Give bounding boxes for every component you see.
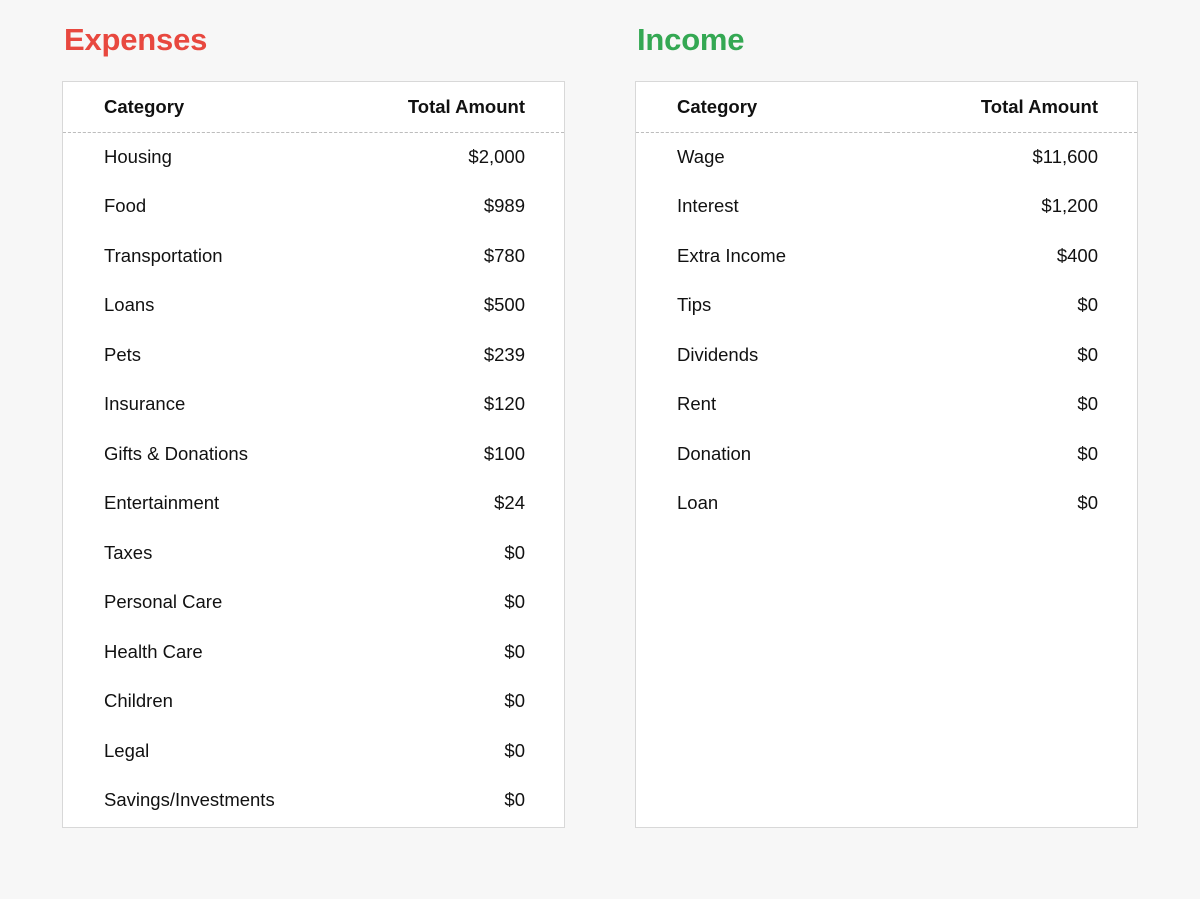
cell-category: Loan: [677, 492, 719, 514]
cell-category: Wage: [677, 146, 725, 167]
table-row: [63, 182, 564, 232]
panel-income: [635, 22, 1138, 828]
cell-amount: $0: [504, 640, 525, 662]
table-header-row: [63, 82, 564, 132]
table-row: [63, 281, 564, 331]
table-row: [63, 479, 564, 529]
cell-category: Dividends: [677, 343, 759, 365]
table-row: [63, 429, 564, 479]
cell-amount: $1,200: [1041, 195, 1098, 217]
table-row: [63, 578, 564, 628]
cell-category: Insurance: [104, 393, 186, 415]
table-row: [63, 627, 564, 677]
cell-category: Pets: [104, 343, 142, 365]
cell-category: Extra Income: [677, 244, 786, 266]
column-header-category: Category: [63, 82, 314, 132]
cell-category: Taxes: [104, 541, 153, 563]
cell-amount: $0: [1077, 492, 1098, 514]
cell-category: Interest: [677, 195, 739, 217]
table-row: [63, 528, 564, 578]
cell-category: Rent: [677, 393, 717, 415]
page-title-expenses: Expenses: [64, 22, 208, 57]
table-row: [63, 677, 564, 727]
cell-category: Loans: [104, 294, 155, 316]
table-header-row: [636, 82, 1137, 132]
table-row: [63, 776, 564, 826]
cell-amount: $500: [483, 294, 525, 316]
cell-category: Gifts & Donations: [104, 442, 248, 464]
income-table: [636, 82, 1137, 528]
cell-category: Entertainment: [104, 492, 220, 514]
cell-amount: $400: [1056, 244, 1098, 266]
table-row: [636, 330, 1137, 380]
cell-amount: $780: [483, 244, 525, 266]
cell-amount: $0: [1077, 442, 1098, 464]
cell-amount: $24: [494, 492, 525, 514]
cell-amount: $120: [483, 393, 525, 415]
table-row: [63, 330, 564, 380]
table-row: [636, 132, 1137, 182]
cell-amount: $0: [504, 541, 525, 563]
table-row: [63, 132, 564, 182]
cell-category: Health Care: [104, 640, 203, 662]
table-row: [63, 726, 564, 776]
cell-amount: $0: [504, 789, 525, 811]
income-card: [635, 81, 1138, 828]
cell-amount: $0: [1077, 393, 1098, 415]
table-row: [636, 429, 1137, 479]
panel-expenses: [62, 22, 565, 828]
table-row: [636, 479, 1137, 529]
cell-amount: $0: [504, 690, 525, 712]
cell-amount: $2,000: [468, 146, 525, 167]
cell-amount: $989: [483, 195, 525, 217]
page-title-income: Income: [637, 22, 745, 57]
column-header-total-amount: Total Amount: [314, 82, 565, 132]
cell-amount: $11,600: [1032, 146, 1098, 167]
column-header-total-amount: Total Amount: [887, 82, 1138, 132]
cell-amount: $100: [483, 442, 525, 464]
table-row: [63, 231, 564, 281]
table-row: [636, 281, 1137, 331]
expenses-table: [63, 82, 564, 825]
cell-category: Legal: [104, 739, 150, 761]
cell-category: Food: [104, 195, 147, 217]
cell-category: Personal Care: [104, 591, 223, 613]
cell-amount: $0: [1077, 294, 1098, 316]
cell-category: Transportation: [104, 244, 223, 266]
cell-category: Housing: [104, 146, 172, 167]
cell-amount: $0: [1077, 343, 1098, 365]
table-row: [636, 380, 1137, 430]
cell-category: Children: [104, 690, 173, 712]
table-row: [636, 231, 1137, 281]
table-row: [63, 380, 564, 430]
cell-category: Tips: [677, 294, 712, 316]
expenses-card: [62, 81, 565, 828]
cell-amount: $239: [483, 343, 525, 365]
cell-category: Savings/Investments: [104, 789, 275, 811]
column-header-category: Category: [636, 82, 887, 132]
cell-amount: $0: [504, 591, 525, 613]
cell-amount: $0: [504, 739, 525, 761]
table-row: [636, 182, 1137, 232]
cell-category: Donation: [677, 442, 752, 464]
